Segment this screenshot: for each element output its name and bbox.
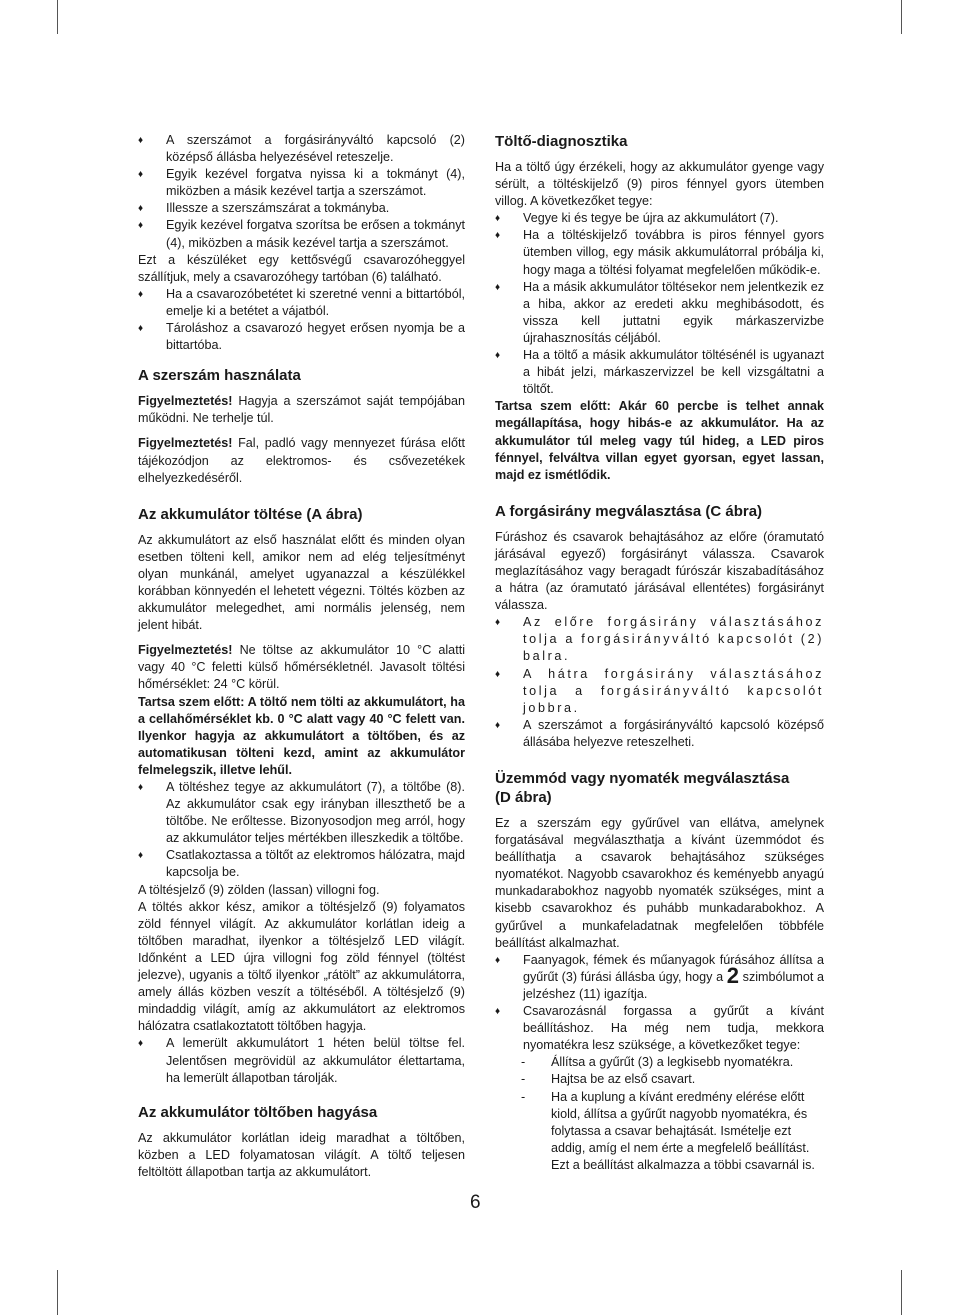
- bullet-item: [495, 952, 824, 1003]
- warning-paragraph: [138, 393, 465, 427]
- warning-label: Figyelmeztetés!: [138, 394, 233, 409]
- bullet-item: ♦ Ha a csavarozóbetétet ki szeretné venni a bittartóból, emelje ki a betétet a vájatból.: [138, 286, 465, 320]
- bullet-text: Faanyagok, fémek és műanyagok fúrásához állítsa a gyűrűt (3) fúrási állásba úgy, hogy a: [523, 952, 824, 984]
- paragraph: A töltés akkor kész, amikor a töltésjelző (9) folyamatos zöld fénnyel világít. Az akkumulátor korlátlan ideig a töltőben maradhat, ilyenkor a töltésjelző LED világít. Időnként a LED újra villogni fog zöld fénnyel (töltést jelezve), ugyanis a töltő ilyenkor „rátölt” az akkumulátorra, amely állás közben veszít a töltéséből. A töltésjelző (9) mindaddig világít, amíg az akkumulátort az elektromos hálózatra csatlakoztatott töltőben hagyja.: [138, 899, 465, 1034]
- section-heading: A forgásirány megválasztása (C ábra): [495, 502, 763, 520]
- right-column: [495, 132, 824, 1174]
- section-heading: A szerszám használata: [138, 367, 301, 385]
- bullet-item: ♦ A töltéshez tegye az akkumulátort (7), a töltőbe (8). Az akkumulátor csak egy irányban illeszthető be a töltőbe. Ne erőltesse. Bizonyosodjon meg arról, hogy az akkumulátor teljes mértékben illeszkedik a töltőbe.: [138, 779, 465, 847]
- paragraph: Az akkumulátor korlátlan ideig maradhat a töltőben, közben a LED folyamatosan világít. A töltő teljesen feltöltött állapotban tartja az akkumulátort.: [138, 1130, 465, 1179]
- warning-label: Figyelmeztetés!: [138, 436, 233, 451]
- crop-mark: [57, 0, 58, 34]
- paragraph: Ez a szerszám egy gyűrűvel van ellátva, amelynek forgatásával megválaszthatja a kívánt üzemmódot és beállíthatja a csavarok behajtásához szükséges nyomatékot. Nagyobb csavarokhoz és keményebb anyagú munkadarabokhoz nagyobb nyomaték szükséges, mint a kisebb csavarokhoz és puhább munkadarabokhoz. A gyűrűvel a munkafeladatnak megfelelően többféle beállítást alkalmazhat.: [495, 816, 824, 950]
- bullet-item: ♦ Illessze a szerszámszárat a tokmányba.: [138, 200, 465, 217]
- bullet-item: ♦ A hátra forgásirány választásához tolja a forgásirányváltó kapcsolót jobbra.: [495, 666, 824, 717]
- warning-text: Hagyja a szerszámot saját tempójában működni. Ne terhelje túl.: [138, 394, 465, 426]
- crop-mark: [57, 1270, 58, 1315]
- crop-mark: [901, 0, 902, 34]
- bullet-item: ♦ Vegye ki és tegye be újra az akkumulátort (7).: [495, 210, 824, 227]
- warning-text: Fal, padló vagy mennyezet fúrása előtt tájékozódjon az elektromos- és csővezetékek elhelyezkedéséről.: [138, 436, 465, 485]
- section-heading: Az akkumulátor töltése (A ábra): [138, 505, 363, 523]
- warning-text: Ne töltse az akkumulátor 10 °C alatti vagy 40 °C feletti külső hőmérsékletnél. Javasolt töltési hőmérséklet: 24 °C körül.: [138, 643, 465, 692]
- paragraph: Ezt a készüléket egy kettősvégű csavarozóheggyel szállítjuk, mely a csavarozóhegy tartóban (6) található.: [138, 252, 465, 284]
- dash-item: - Állítsa a gyűrűt (3) a legkisebb nyomatékra.: [495, 1054, 824, 1071]
- page-number: 6: [470, 1192, 481, 1213]
- bullet-item: ♦ Ha a másik akkumulátor töltésekor nem jelentkezik ez a hiba, akkor az eredeti akku meghibásodott, és vissza kell juttatni egyik márkaszervizbe újrahasznosítás céljából.: [495, 279, 824, 347]
- bullet-item: ♦ Csatlakoztassa a töltőt az elektromos hálózatra, majd kapcsolja be.: [138, 847, 465, 881]
- paragraph: A töltésjelző (9) zölden (lassan) villogni fog.: [138, 882, 380, 897]
- bullet-text: szimbólumot a jelzéshez (11) igazítja.: [523, 969, 824, 1001]
- bullet-item: ♦ A szerszámot a forgásirányváltó kapcsoló középső állásába helyezve reteszelheti.: [495, 717, 824, 751]
- bullet-item: ♦ Csavarozásnál forgassa a gyűrűt a kívánt beállításhoz. Ha még nem tudja, mekkora nyomatékra lesz szüksége, a következőket tegye:: [495, 1003, 824, 1054]
- section-heading: Üzemmód vagy nyomaték megválasztása: [495, 770, 790, 787]
- section-heading: (D ábra): [495, 789, 552, 806]
- bullet-item: ♦ Ha a töltéskijelző továbbra is piros fénnyel gyors ütemben villog, egy másik akkumulátorral próbálja ki, hogy maga a töltési folyamat megfelelően működik-e.: [495, 227, 824, 278]
- left-column: [138, 132, 465, 1181]
- bullet-item: ♦ A szerszámot a forgásirányváltó kapcsoló (2) középső állásba helyezésével reteszelje.: [138, 132, 465, 166]
- bold-note: Tartsa szem előtt: Akár 60 percbe is telhet annak megállapítása, hogy hibás-e az akkumulátor. Ha az akkumulátor túl meleg vagy túl hideg, a LED piros fénnyel, felváltva villan egyet gyorsan, egyet lassan, majd ez ismétlődik.: [495, 399, 824, 482]
- section-heading: Töltő-diagnosztika: [495, 133, 628, 150]
- dash-item: - Ha a kuplung a kívánt eredmény elérése előtt kiold, állítsa a gyűrűt nagyobb nyomatékra, és folytassa a csavar behajtását. Ismételje ezt addig, amíg el nem érte a megfelelő beállítást. Ezt a beállítást alkalmazza a többi csavarnál is.: [495, 1089, 824, 1174]
- bullet-item: ♦ A lemerült akkumulátort 1 héten belül töltse fel. Jelentősen megrövidül az akkumulátor élettartama, ha lemerült állapotban tárolják.: [138, 1035, 465, 1086]
- paragraph: Fúráshoz és csavarok behajtásához az előre (óramutató járásával egyező) forgásirányt válassza. Csavarok meglazításához vagy beragadt fúrószár kiszabadításához a hátra (az óramutató járásával ellentétes) forgásirányt válassza.: [495, 529, 824, 613]
- bold-note: Tartsa szem előtt: A töltő nem tölti az akkumulátort, ha a cellahőmérséklet kb. 0 °C alatt vagy 40 °C felett van. Ilyenkor hagyja az akkumulátort a töltőben, és az automatikusan tölteni kezd, amint az akkumulátor felmelegszik, illetve lehűl.: [138, 694, 465, 777]
- bullet-item: ♦ Egyik kezével forgatva szorítsa be erősen a tokmányt (4), miközben a másik kezével tartja a szerszámot.: [138, 217, 465, 251]
- warning-label: Figyelmeztetés!: [138, 643, 233, 658]
- paragraph: Ha a töltő úgy érzékeli, hogy az akkumulátor gyenge vagy sérült, a töltéskijelző (9) piros fénnyel gyors ütemben villog. A következőket tegye:: [495, 160, 824, 209]
- crop-mark: [901, 1270, 902, 1315]
- bullet-item: ♦ Az előre forgásirány választásához tolja a forgásirányváltó kapcsolót (2) balra.: [495, 614, 824, 665]
- bullet-item: ♦ Egyik kezével forgatva nyissa ki a tokmányt (4), miközben a másik kezével tartja a szerszámot.: [138, 166, 465, 200]
- drill-mode-symbol-icon: 2: [726, 962, 740, 988]
- warning-paragraph: [138, 642, 465, 693]
- warning-paragraph: [138, 435, 465, 486]
- bullet-item: ♦ Tároláshoz a csavarozó hegyet erősen nyomja be a bittartóba.: [138, 320, 465, 354]
- section-heading: Az akkumulátor töltőben hagyása: [138, 1103, 378, 1121]
- dash-item: - Hajtsa be az első csavart.: [495, 1071, 824, 1088]
- bullet-item: ♦ Ha a töltő a másik akkumulátor töltésénél is ugyanazt a hibát jelzi, márkaszervizzel be kell vizsgáltatni a töltőt.: [495, 347, 824, 398]
- paragraph: Az akkumulátort az első használat előtt és minden olyan esetben tölteni kell, amikor nem ad elég teljesítményt olyan munkánál, amelyet ugyanazzal a készülékkel korábban könnyedén el lehetett végezni. Töltés közben az akkumulátor melegedhet, ami normális jelenség, nem jelent hibát.: [138, 532, 465, 633]
